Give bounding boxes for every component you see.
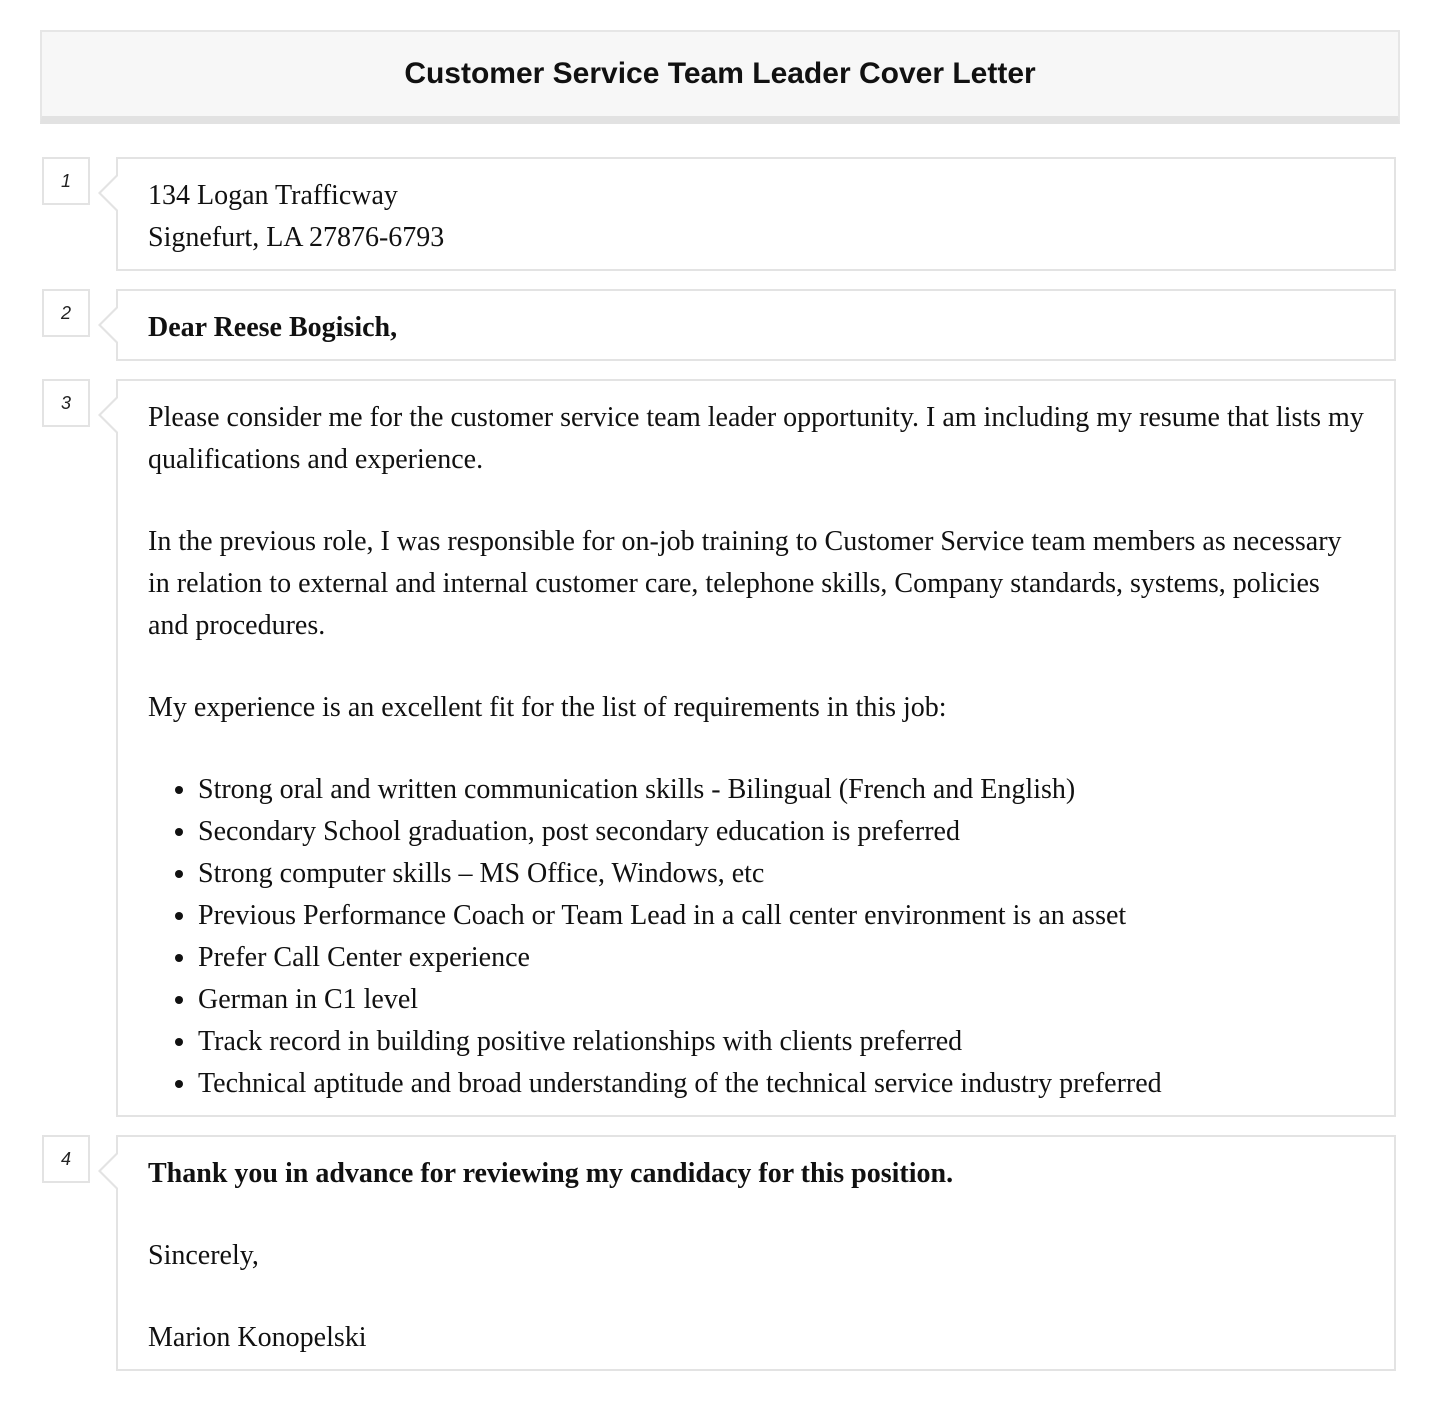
- list-item: • Secondary School graduation, post secondary education is preferred: [198, 811, 1364, 853]
- page-header: [40, 30, 1400, 124]
- list-item: • Track record in building positive relationships with clients preferred: [198, 1021, 1364, 1063]
- list-item: • Technical aptitude and broad understanding of the technical service industry preferred: [198, 1063, 1364, 1105]
- address-box: [116, 157, 1396, 271]
- section-number: 4: [42, 1135, 90, 1183]
- closing-line: Sincerely,: [148, 1240, 259, 1271]
- salutation-box: [116, 289, 1396, 361]
- signature-name: Marion Konopelski: [148, 1322, 367, 1353]
- closing-box: [116, 1135, 1396, 1371]
- list-item: • Previous Performance Coach or Team Lead in a call center environment is an asset: [198, 895, 1364, 937]
- page-title: Customer Service Team Leader Cover Letter: [404, 57, 1036, 90]
- list-item: • German in C1 level: [198, 979, 1364, 1021]
- body-paragraph-2: In the previous role, I was responsible for on-job training to Customer Service team members as necessary in relation to external and internal customer care, telephone skills, Company standards, systems, policies and procedures.: [148, 526, 1342, 641]
- section-number: 2: [42, 289, 90, 337]
- salutation: Dear Reese Bogisich,: [148, 312, 398, 343]
- body-box: [116, 379, 1396, 1117]
- thanks-line: Thank you in advance for reviewing my candidacy for this position.: [148, 1158, 954, 1189]
- section-number: 3: [42, 379, 90, 427]
- address-line-1: 134 Logan Trafficway: [148, 180, 398, 211]
- list-item: • Strong computer skills – MS Office, Windows, etc: [198, 853, 1364, 895]
- requirements-list: [148, 769, 1364, 1105]
- address-line-2: Signefurt, LA 27876-6793: [148, 222, 445, 253]
- list-item: • Strong oral and written communication skills - Bilingual (French and English): [198, 769, 1364, 811]
- body-paragraph-3: My experience is an excellent fit for the list of requirements in this job:: [148, 692, 947, 723]
- section-number: 1: [42, 157, 90, 205]
- body-paragraph-1: Please consider me for the customer service team leader opportunity. I am including my resume that lists my qualifications and experience.: [148, 402, 1364, 475]
- list-item: • Prefer Call Center experience: [198, 937, 1364, 979]
